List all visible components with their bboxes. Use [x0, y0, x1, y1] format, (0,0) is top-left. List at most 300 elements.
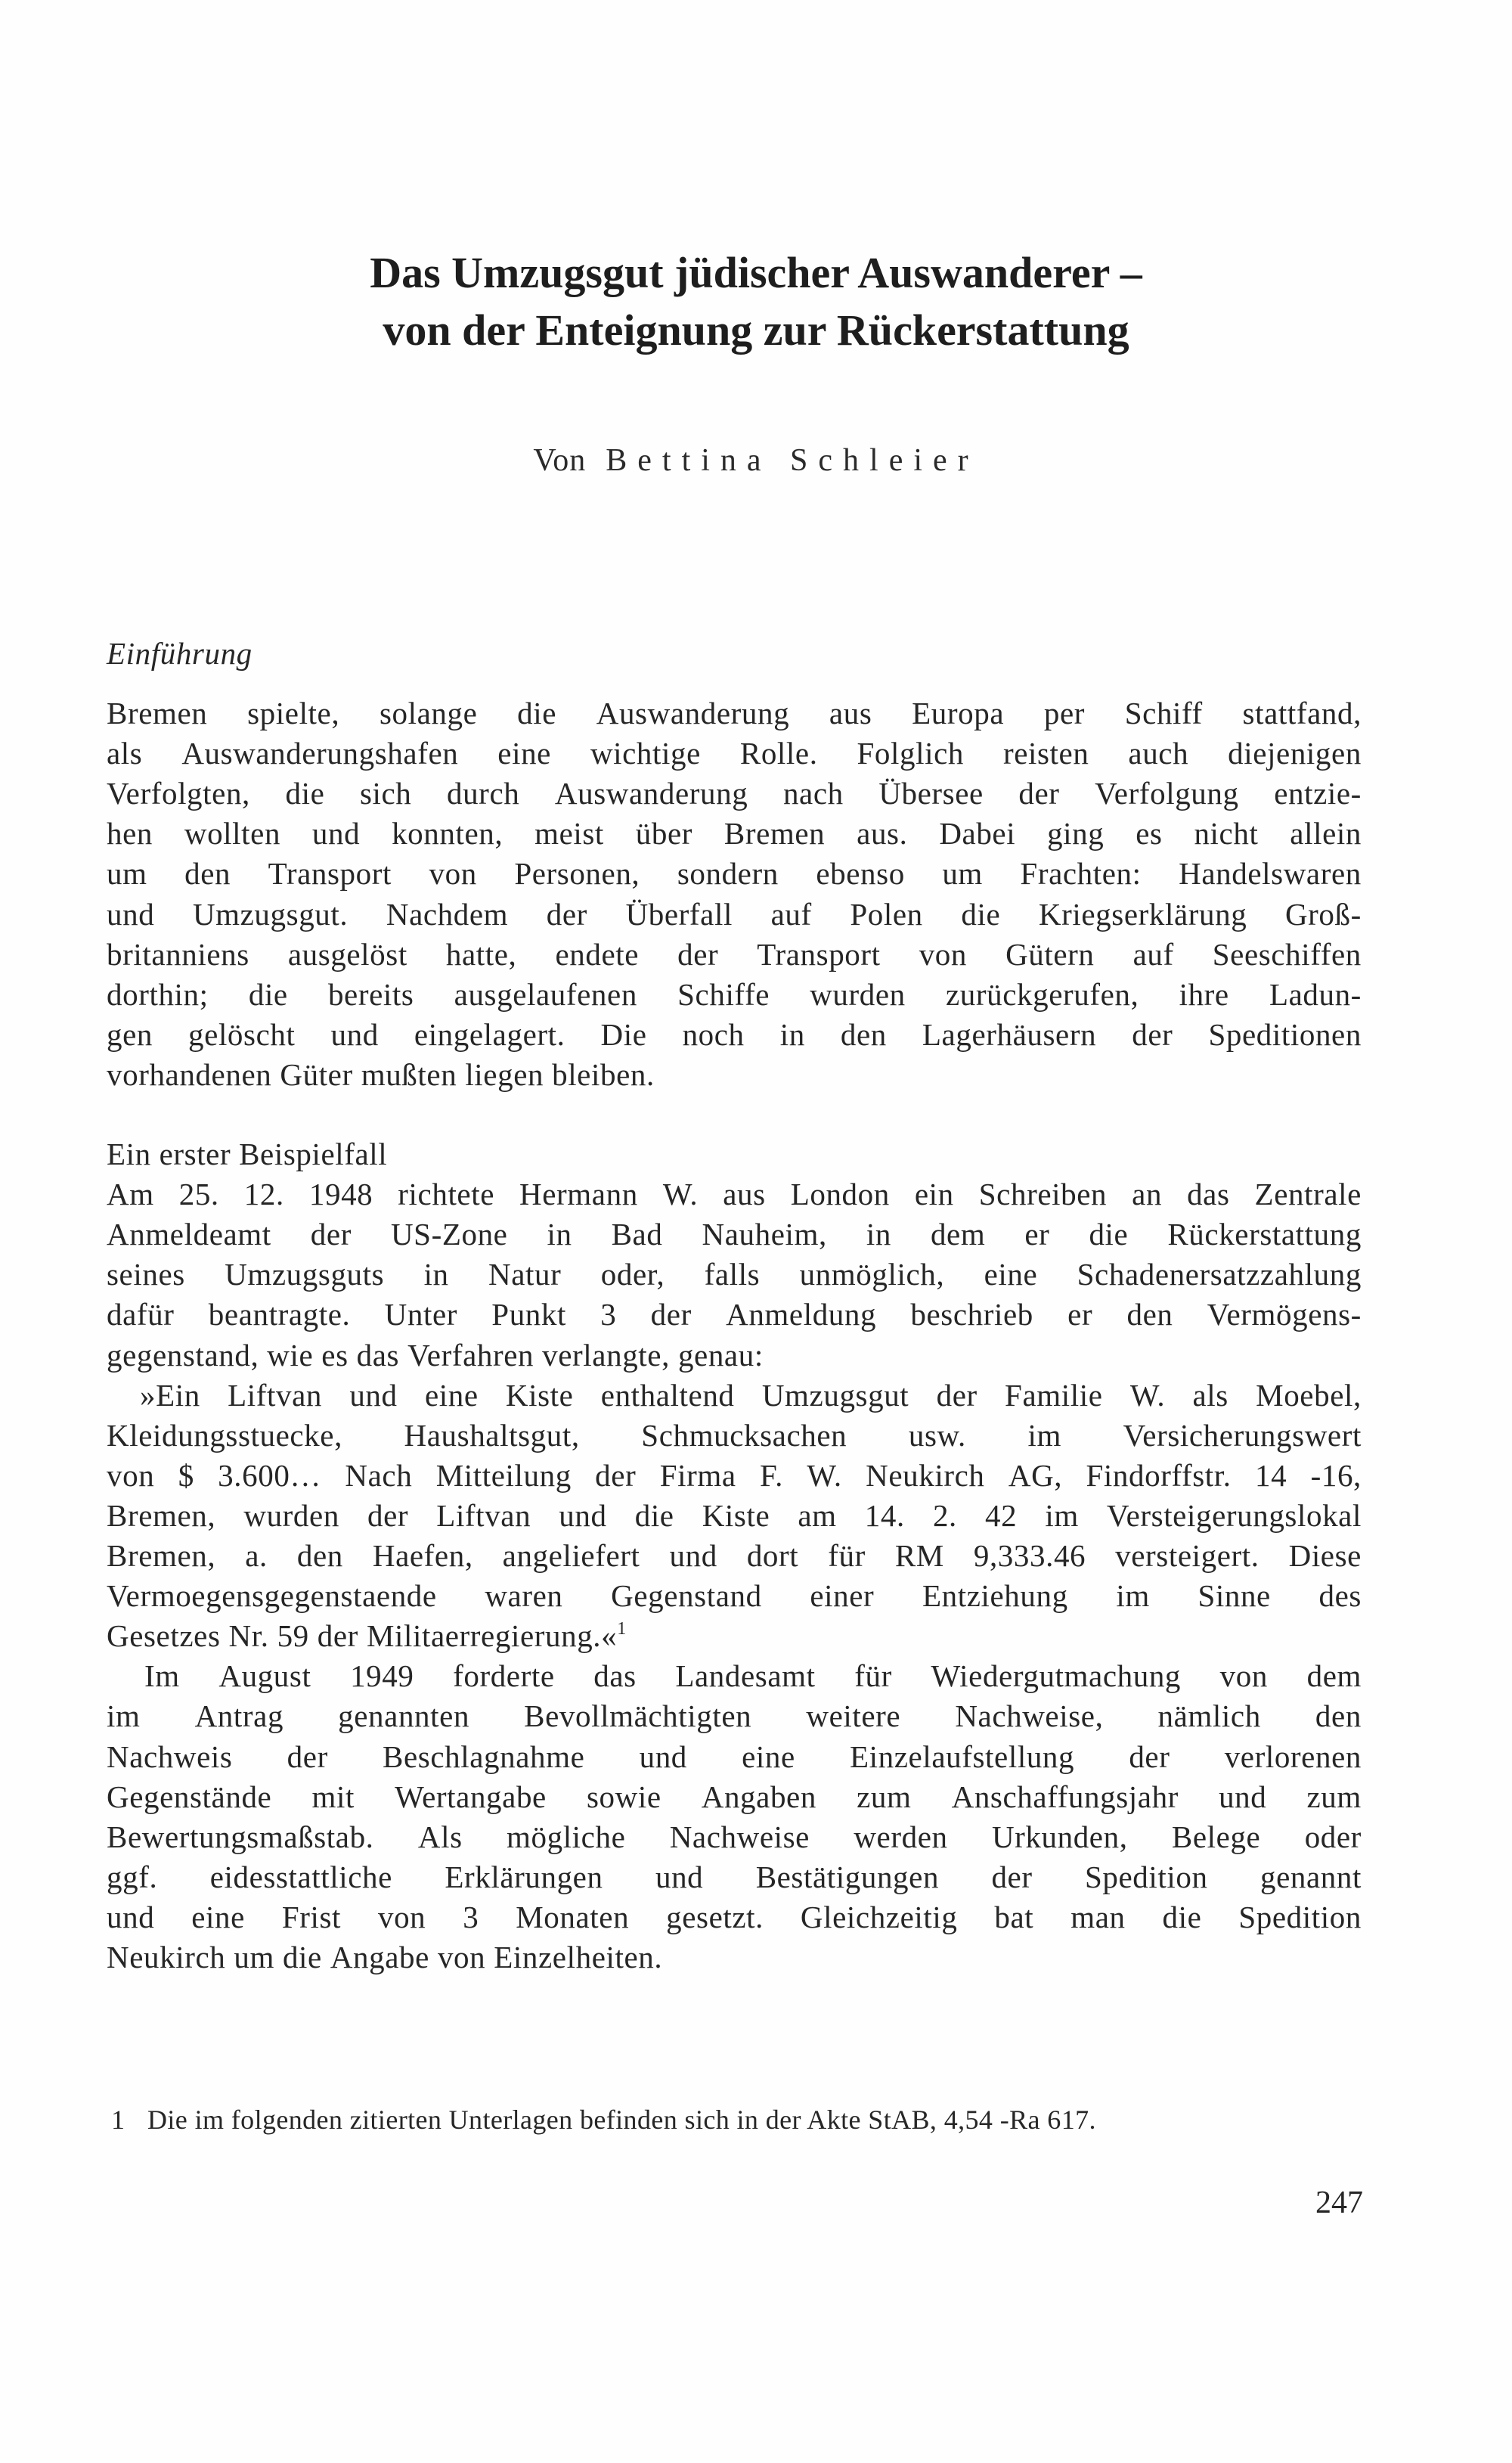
text-line: [107, 734, 1362, 774]
word: Beschlagnahme: [383, 1739, 585, 1774]
word: Nachdem: [386, 897, 509, 932]
word: angeliefert: [502, 1538, 640, 1573]
word: er: [1024, 1217, 1050, 1252]
word: Punkt: [491, 1297, 566, 1332]
word: Frist: [281, 1900, 342, 1934]
word: gen: [107, 1017, 153, 1052]
word: Antrag: [194, 1698, 284, 1733]
article-title-text: Das Umzugsgut jüdischer Auswanderer –: [370, 248, 1142, 297]
word: die: [1089, 1217, 1129, 1252]
text-line: [107, 1295, 1362, 1335]
word: London: [790, 1177, 890, 1211]
word: den: [184, 856, 231, 891]
word: mit: [311, 1779, 355, 1814]
word: Groß-: [1284, 897, 1362, 932]
text-line: [107, 975, 1362, 1015]
word: AG,: [1008, 1458, 1063, 1493]
word: Landesamt: [675, 1658, 816, 1693]
word: Gegenstände: [107, 1779, 272, 1814]
section-heading-beispielfall: Ein erster Beispielfall: [107, 1137, 388, 1171]
word: RM: [894, 1538, 944, 1573]
word: »Ein: [140, 1378, 200, 1413]
word: per: [1043, 696, 1086, 731]
word: forderte: [453, 1658, 555, 1693]
word: im: [1027, 1418, 1062, 1453]
word: Polen: [850, 897, 923, 932]
word: des: [1318, 1578, 1362, 1613]
word: Bremen,: [107, 1498, 216, 1533]
word: Überfall: [625, 897, 733, 932]
word: stattfand,: [1242, 696, 1362, 731]
word: zum: [857, 1779, 912, 1814]
word: 1948: [308, 1177, 373, 1211]
word: am: [798, 1498, 837, 1533]
text-line: [107, 1174, 1362, 1214]
word: und: [639, 1739, 687, 1774]
word: US-Zone: [390, 1217, 508, 1252]
text-line: [107, 1737, 1362, 1777]
word: ging: [1047, 816, 1105, 851]
word: Sinne: [1198, 1578, 1271, 1613]
text-line: [107, 1456, 1362, 1496]
word: Neukirch: [866, 1458, 985, 1493]
word: der: [310, 1217, 352, 1252]
word: entzie-: [1274, 776, 1362, 811]
word: oder,: [600, 1257, 665, 1292]
word: gegenstand,: [107, 1338, 259, 1373]
word: 42: [985, 1498, 1018, 1533]
word: gelöscht: [188, 1017, 296, 1052]
word: und: [1219, 1779, 1267, 1814]
word: August: [218, 1658, 311, 1693]
word: Kriegserklärung: [1038, 897, 1247, 932]
word: Nauheim,: [702, 1217, 827, 1252]
word: Bremen: [107, 696, 208, 731]
word: allein: [1290, 816, 1362, 851]
word: Bevollmächtigten: [524, 1698, 752, 1733]
word: und: [349, 1378, 398, 1413]
word: Übersee: [878, 776, 984, 811]
word: Lagerhäusern: [922, 1017, 1097, 1052]
text-line: [107, 1015, 1362, 1055]
word: Frachten:: [1020, 856, 1142, 891]
word: der: [546, 897, 587, 932]
word: Anmeldung: [726, 1297, 877, 1332]
word: richtete: [398, 1177, 495, 1211]
word: Liftvan: [228, 1378, 323, 1413]
word: eine: [984, 1257, 1038, 1292]
word: und: [311, 816, 361, 851]
word: den: [1315, 1698, 1362, 1733]
word: man: [1070, 1900, 1126, 1934]
word: im: [107, 1698, 141, 1733]
text-line: [107, 895, 1362, 935]
word: Bremen,: [107, 1538, 216, 1573]
word: dem: [1306, 1658, 1362, 1693]
word: die: [282, 1940, 322, 1974]
word: Bad: [611, 1217, 663, 1252]
word: eine: [742, 1739, 795, 1774]
word: sowie: [586, 1779, 662, 1814]
word: der: [1129, 1739, 1170, 1774]
word: Liftvan: [436, 1498, 531, 1533]
word: um: [107, 856, 147, 891]
word: W.: [662, 1177, 699, 1211]
word: Familie: [1005, 1378, 1103, 1413]
word: Als: [417, 1819, 463, 1854]
text-line: [107, 1696, 1362, 1736]
word: ggf.: [107, 1860, 158, 1894]
word: nach: [782, 776, 844, 811]
word: hen: [107, 816, 153, 851]
word: von: [377, 1900, 426, 1934]
word: falls: [704, 1257, 761, 1292]
text-line: [140, 1376, 1362, 1416]
word: Gesetzes: [107, 1618, 221, 1653]
word: Kiste: [505, 1378, 574, 1413]
word: die: [517, 696, 557, 731]
word: der: [650, 1297, 692, 1332]
word: für: [828, 1538, 866, 1573]
word: Bremen: [723, 816, 826, 851]
word: wurden: [810, 977, 906, 1012]
word: als: [1192, 1378, 1228, 1413]
word: Gegenstand: [611, 1578, 762, 1613]
word: Kiste: [702, 1498, 770, 1533]
word: genau:: [677, 1338, 764, 1373]
word: Schadenersatzzahlung: [1077, 1257, 1362, 1292]
footnote-number: 1: [111, 2105, 125, 2135]
word: Schmucksachen: [641, 1418, 847, 1453]
word: a.: [245, 1538, 268, 1573]
article-title-line-2: [0, 306, 1512, 355]
word: Spedition: [1238, 1900, 1362, 1934]
word: $: [178, 1458, 194, 1493]
word: eine: [424, 1378, 479, 1413]
word: 14: [1255, 1458, 1287, 1493]
word: Die: [600, 1017, 647, 1052]
section-heading-einfuehrung: Einführung: [107, 636, 253, 671]
word: und: [107, 1900, 155, 1934]
footnote-reference[interactable]: 1: [617, 1619, 627, 1639]
text-line: [107, 1255, 1362, 1295]
article-title-text: von der Enteignung zur Rückerstattung: [383, 306, 1129, 355]
word: verlangte,: [542, 1338, 670, 1373]
word: 59: [277, 1618, 309, 1653]
word: vorhandenen: [107, 1057, 272, 1092]
word: Nachweis: [107, 1739, 233, 1774]
text-line: [107, 1576, 1362, 1616]
word: Versteigerungslokal: [1106, 1498, 1362, 1533]
word: eidesstattliche: [209, 1860, 392, 1894]
word: gesetzt.: [666, 1900, 764, 1934]
word: ausgelaufenen: [454, 977, 637, 1012]
word: Firma: [659, 1458, 736, 1493]
word: Dabei: [939, 816, 1016, 851]
word: Bewertungsmaßstab.: [107, 1819, 374, 1854]
word: Handelswaren: [1179, 856, 1362, 891]
word: Umzugsgut.: [192, 897, 349, 932]
word: Schiffe: [677, 977, 770, 1012]
word: F.: [760, 1458, 783, 1493]
word: von: [429, 856, 477, 891]
word: Hermann: [519, 1177, 638, 1211]
word: solange: [379, 696, 478, 731]
word: mögliche: [507, 1819, 626, 1854]
footnote-text: Die im folgenden zitierten Unterlagen befinden sich in der Akte StAB, 4,54 -Ra 617.: [147, 2105, 1096, 2135]
word: 3.600…: [218, 1458, 322, 1493]
word: den: [296, 1538, 343, 1573]
word: Nachweise,: [955, 1698, 1104, 1733]
word: dorthin;: [107, 977, 209, 1012]
author-byline: [0, 445, 1512, 476]
word: 25.: [178, 1177, 219, 1211]
text-line: [107, 1496, 1362, 1536]
word: Am: [107, 1177, 154, 1211]
word: Spedition: [1085, 1860, 1208, 1894]
word: britanniens: [107, 937, 249, 972]
word: von: [437, 1940, 486, 1974]
word: Rückerstattung: [1167, 1217, 1362, 1252]
word: von: [1219, 1658, 1268, 1693]
word: hatte,: [445, 937, 517, 972]
word: Vermögens-: [1207, 1297, 1362, 1332]
word: dem: [930, 1217, 986, 1252]
word: unmöglich,: [799, 1257, 945, 1292]
word: das: [356, 1338, 400, 1373]
word: sondern: [677, 856, 779, 891]
word: im: [1116, 1578, 1150, 1613]
word: Seeschiffen: [1212, 937, 1362, 972]
word: bereits: [327, 977, 414, 1012]
word: Europa: [912, 696, 1005, 731]
word: Unter: [384, 1297, 458, 1332]
word: 3: [600, 1297, 617, 1332]
word: Diese: [1288, 1538, 1362, 1573]
word: Schiff: [1124, 696, 1203, 731]
word: seines: [107, 1257, 185, 1292]
word: Gütern: [1005, 937, 1095, 972]
word: es: [321, 1338, 349, 1373]
word: Umzugsgut: [761, 1378, 909, 1413]
word: der: [1132, 1017, 1173, 1052]
word: als: [107, 736, 143, 771]
word: noch: [682, 1017, 745, 1052]
word: Folglich: [857, 736, 964, 771]
text-line: [107, 814, 1362, 854]
word: spielte,: [247, 696, 340, 731]
text-line: [107, 1817, 1362, 1857]
word: nicht: [1194, 816, 1259, 851]
word: Auswanderung: [596, 696, 790, 731]
word: in: [866, 1217, 891, 1252]
word: der: [1018, 776, 1060, 811]
word: an: [1132, 1177, 1163, 1211]
word: eine: [497, 736, 551, 771]
word: genannt: [1259, 1860, 1362, 1894]
word: und: [559, 1498, 607, 1533]
word: der: [287, 1739, 328, 1774]
word: diejenigen: [1228, 736, 1362, 771]
word: Angaben: [701, 1779, 816, 1814]
word: Wiedergutmachung: [931, 1658, 1182, 1693]
word: Transport: [757, 937, 881, 972]
word: wichtige: [590, 736, 701, 771]
word: verlorenen: [1224, 1739, 1362, 1774]
word: auf: [770, 897, 812, 932]
word: und: [330, 1017, 379, 1052]
word: konnten,: [392, 816, 503, 851]
word: die: [285, 776, 325, 811]
word: Vermoegensgegenstaende: [107, 1578, 437, 1613]
word: -16,: [1310, 1458, 1362, 1493]
word: 3: [463, 1900, 479, 1934]
word: enthaltend: [600, 1378, 735, 1413]
text-line: [107, 1897, 1362, 1937]
word: Erklärungen: [445, 1860, 603, 1894]
word: wollten: [184, 816, 281, 851]
word: das: [593, 1658, 637, 1693]
word: um: [942, 856, 983, 891]
word: Angabe: [330, 1940, 429, 1974]
word: Einzelaufstellung: [850, 1739, 1075, 1774]
word: 12.: [243, 1177, 284, 1211]
word: der: [367, 1498, 409, 1533]
word: aus: [723, 1177, 766, 1211]
word: und: [669, 1538, 717, 1573]
word: Personen,: [514, 856, 640, 891]
word: Verfolgten,: [107, 776, 250, 811]
word: zum: [1306, 1779, 1362, 1814]
word: für: [854, 1658, 892, 1693]
word: werden: [854, 1819, 948, 1854]
word: die: [248, 977, 288, 1012]
word: im: [1045, 1498, 1079, 1533]
word: Zentrale: [1254, 1177, 1362, 1211]
word: Militaerregierung.«$^1$: [366, 1618, 627, 1653]
word: und: [107, 897, 155, 932]
word: mußten: [361, 1057, 457, 1092]
word: Transport: [268, 856, 392, 891]
word: Wertangabe: [395, 1779, 547, 1814]
word: Versicherungswert: [1123, 1418, 1362, 1453]
word: Monaten: [516, 1900, 630, 1934]
word: ihre: [1179, 977, 1229, 1012]
word: Nachweise: [669, 1819, 810, 1854]
word: auch: [1128, 736, 1189, 771]
word: W.: [807, 1458, 842, 1493]
word: Speditionen: [1208, 1017, 1362, 1052]
word: über: [635, 816, 693, 851]
word: Moebel,: [1256, 1378, 1362, 1413]
word: Neukirch: [107, 1940, 226, 1974]
word: die: [961, 897, 1001, 932]
word: dafür: [107, 1297, 175, 1332]
text-line: [107, 1055, 1362, 1095]
word: Nach: [345, 1458, 413, 1493]
word: Anmeldeamt: [107, 1217, 271, 1252]
page-number: 247: [1315, 2185, 1363, 2220]
word: bleiben.: [552, 1057, 655, 1092]
word: wurden: [243, 1498, 339, 1533]
word: beantragte.: [208, 1297, 351, 1332]
word: aus: [829, 696, 872, 731]
word: liegen: [465, 1057, 544, 1092]
word: genannten: [338, 1698, 470, 1733]
word: in: [423, 1257, 449, 1292]
text-line: [144, 1656, 1362, 1696]
text-line: [107, 1777, 1362, 1817]
text-line: [107, 1335, 1362, 1376]
text-line: [107, 1937, 1362, 1978]
text-line: [107, 935, 1362, 975]
word: Urkunden,: [991, 1819, 1128, 1854]
word: Belege: [1171, 1819, 1261, 1854]
word: beschrieb: [910, 1297, 1033, 1332]
word: endete: [555, 937, 640, 972]
word: usw.: [908, 1418, 966, 1453]
word: Güter: [280, 1057, 353, 1092]
word: der: [991, 1860, 1033, 1894]
word: von: [107, 1458, 155, 1493]
word: 1949: [350, 1658, 414, 1693]
word: von: [919, 937, 968, 972]
text-line: [107, 1857, 1362, 1897]
word: Umzugsguts: [225, 1257, 385, 1292]
word: durch: [446, 776, 520, 811]
text-line: [107, 1416, 1362, 1456]
word: der: [317, 1618, 358, 1653]
word: ein: [914, 1177, 954, 1211]
word: den: [840, 1017, 887, 1052]
word: Gleichzeitig: [800, 1900, 958, 1934]
word: den: [1126, 1297, 1173, 1332]
word: einer: [810, 1578, 875, 1613]
word: der: [595, 1458, 637, 1493]
word: Mitteilung: [435, 1458, 572, 1493]
word: in: [779, 1017, 805, 1052]
word: die: [1162, 1900, 1202, 1934]
word: Im: [144, 1658, 180, 1693]
author-name: Bettina Schleier: [606, 443, 979, 478]
word: ebenso: [816, 856, 905, 891]
word: um: [234, 1940, 274, 1974]
word: Entziehung: [922, 1578, 1068, 1613]
word: eingelagert.: [414, 1017, 565, 1052]
word: bat: [994, 1900, 1034, 1934]
word: Anschaffungsjahr: [951, 1779, 1179, 1814]
word: ausgelöst: [287, 937, 407, 972]
word: zurückgerufen,: [945, 977, 1139, 1012]
word: auf: [1132, 937, 1174, 972]
word: der: [936, 1378, 978, 1413]
text-line: [107, 1214, 1362, 1255]
word: weitere: [806, 1698, 901, 1733]
word: Bestätigungen: [755, 1860, 940, 1894]
word: wie: [267, 1338, 314, 1373]
word: oder: [1304, 1819, 1362, 1854]
word: Findorffstr.: [1086, 1458, 1232, 1493]
word: nämlich: [1157, 1698, 1261, 1733]
word: Nr.: [228, 1618, 269, 1653]
word: er: [1067, 1297, 1093, 1332]
word: waren: [485, 1578, 563, 1613]
word: Verfolgung: [1095, 776, 1239, 811]
text-line: [107, 693, 1362, 734]
word: Haushaltsgut,: [404, 1418, 580, 1453]
word: die: [634, 1498, 674, 1533]
word: aus.: [857, 816, 908, 851]
